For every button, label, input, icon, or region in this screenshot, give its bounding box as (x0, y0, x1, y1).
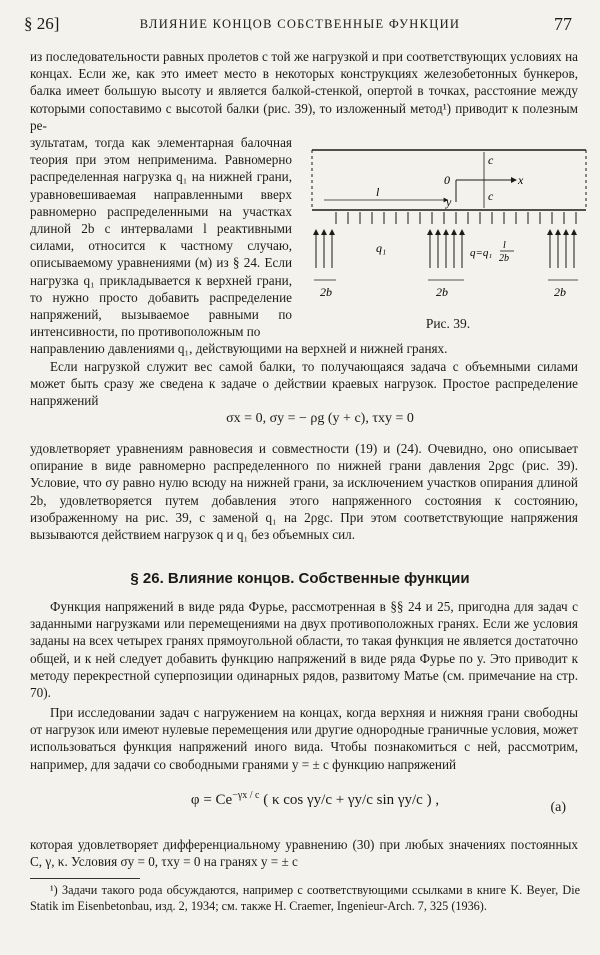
paragraph-3: удовлетворяет уравнениям равновесия и совместности (19) и (24). Очевидно, оно описывает опирание в виде равномерно распределенного по нижней грани давления 2ρgc (рис. 39). Условие, что σy равно нулю всюду на нижней грани, за исключением участков опирания длиной 2b, удовлетворяется путем добавления этого напряженного состояния к состоянию, изображенному на рис. 39, с заменой q₁ на 2ρgc. При этом соответствующие напряжения вызываются действием нагрузок q и q₁ без объемных сил. (30, 441, 578, 543)
paragraph-5: При исследовании задач с нагружением на концах, когда верхняя и нижняя грани свободны от нагрузок или имеют нулевые перемещения или другие однородные граничные условия, может использоваться функция напряжений иного вида. Чтобы познакомиться с ней, рассмотрим, например, для задачи со свободными гранями y = ± c функцию напряжений (30, 705, 578, 772)
label-2b-mid: 2b (436, 285, 448, 299)
equation-phi (30, 790, 600, 809)
label-origin: 0 (444, 173, 450, 187)
equation-stress: σx = 0, σy = − ρg (y + c), τxy = 0 (226, 411, 414, 426)
running-title: ВЛИЯНИЕ КОНЦОВ СОБСТВЕННЫЕ ФУНКЦИИ (139, 17, 461, 31)
header-section: § 26] (24, 14, 60, 33)
paragraph-2: Если нагрузкой служит вес самой балки, то получающаяся задача с объемными силами может быть сразу же сведена к задаче о действии краевых нагрузок. Простое распределение напряжений (30, 359, 578, 409)
figure-caption: Рис. 39. (425, 316, 471, 331)
page-number: 77 (554, 14, 572, 34)
paragraph-1-tail: направлению давлениями q₁, действующими на верхней и нижней гранях. (30, 341, 448, 356)
figure-39 (306, 140, 590, 338)
eq2-body: ( κ cos γy/c + γy/c sin γy/c ) , (263, 792, 440, 808)
label-c-top: c (488, 153, 494, 167)
label-x: x (518, 173, 524, 187)
eq2-lhs: φ = Ce (190, 792, 233, 808)
section-heading: § 26. Влияние концов. Собственные функции (130, 570, 470, 587)
label-c-bottom: c (488, 189, 494, 203)
label-l: l (376, 185, 380, 199)
label-q-eq-num: l (503, 240, 506, 251)
paragraph-4: Функция напряжений в виде ряда Фурье, рассмотренная в §§ 24 и 25, пригодна для задач с заданными нагрузками или перемещениями на двух противоположных гранях. Если же условия заданы на всех четырех гранях прямоугольной области, то такая функция не является достаточно общей, и к ней следует добавить функцию напряжений в виде ряда Фурье по y. Это приводит к методу перекрестной суперпозиции одинарных рядов, развитому Матье (см. примечание на стр. 70). (30, 599, 578, 701)
paragraph-1-head: из последовательности равных пролетов с той же нагрузкой и при соответствующих условиях на концах. Если же, как это имеет место в некоторых конструкциях железобетонных бункеров, балка имеет большую высоту и является балкой-стенкой, опертой в точках, расстояние между которыми сопоставимо с высотой балки (рис. 39), то изложенный метод¹) приводит к полезным ре- (30, 49, 578, 133)
footnote: ¹) Задачи такого рода обсуждаются, например с соответствующими ссылками в книге K. Beyer, Die Statik im Eisenbetonbau, изд. 2, 1934; см. также H. Craemer, Ingenieur-Arch. 7, 325 (1936). (30, 883, 580, 913)
reaction-arrows-up (316, 232, 574, 268)
eq2-number: (a) (550, 800, 566, 815)
label-2b-right: 2b (554, 285, 566, 299)
label-q1: q₁ (376, 241, 387, 255)
label-q-eq: q=q₁ (470, 247, 493, 259)
beam-diagram (306, 140, 590, 314)
label-q-eq-den: 2b (499, 253, 509, 264)
paragraph-6: которая удовлетворяет дифференциальному уравнению (30) при любых значениях постоянных C, γ, κ. Условия σy = 0, τxy = 0 на гранях y = ± c (30, 837, 578, 870)
paragraph-1-wrap: зультатам, тогда как элементарная балочная теория при этом неприменима. Равномерно распределенная нагрузка q₁ на нижней грани, уравновешиваемая направленными вверх равномерно распределенными на участках длиной 2b с интервалами l реактивными силами, относится к частному случаю, описываемому уравнениями (м) из § 24. Если нагрузка q₁ прикладывается к верхней грани, то нужно просто добавить распределение напряжений, вызываемое равными по интенсивности, по противоположным по (30, 135, 292, 340)
page-header (24, 14, 576, 38)
label-y: y (446, 195, 452, 209)
label-2b-left: 2b (320, 285, 332, 299)
eq2-exponent: −γx / c (232, 790, 260, 801)
footnote-rule (30, 878, 140, 879)
load-arrows-down (336, 212, 576, 224)
